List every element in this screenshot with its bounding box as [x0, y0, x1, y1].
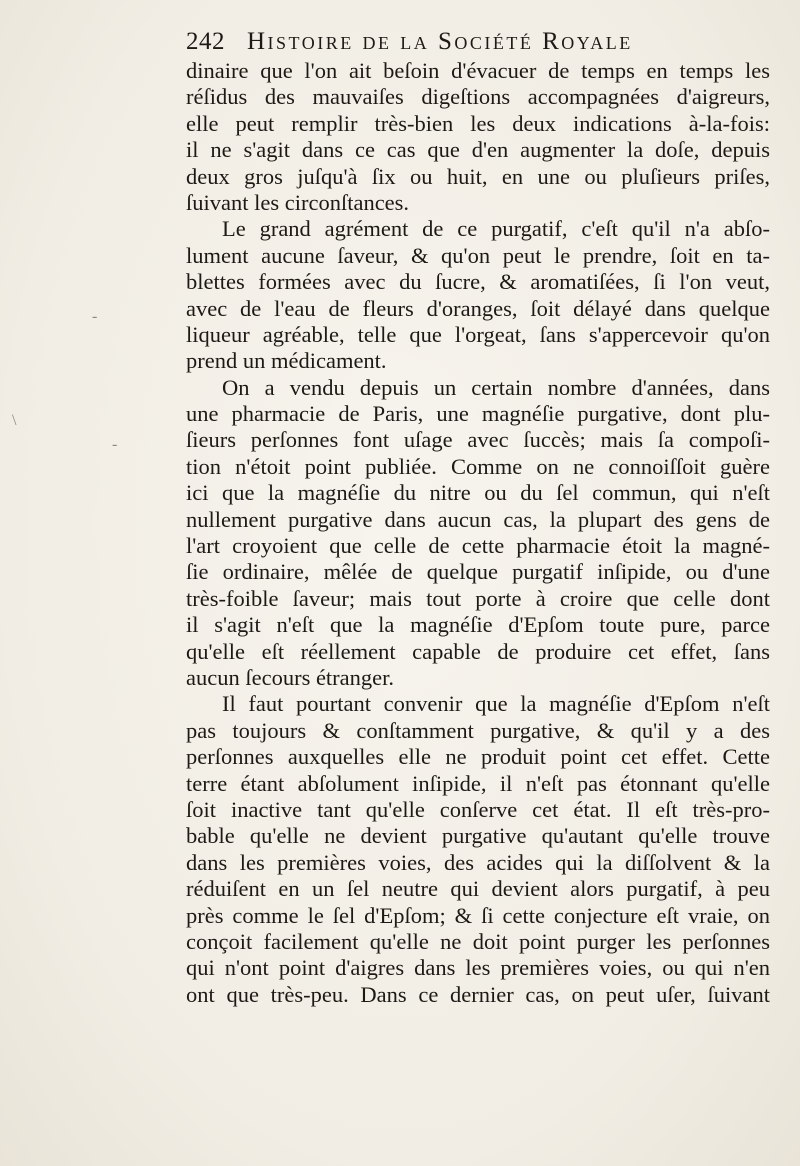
text-line: avec de l'eau de fleurs d'oranges, ſoit délayé dans quelque: [186, 295, 770, 321]
text-line: elle peut remplir très-bien les deux indications à-la-fois:: [186, 110, 770, 136]
text-line: près comme le ſel d'Epſom; & ſi cette conjecture eſt vraie, on: [186, 902, 770, 928]
text-line: prend un médicament.: [186, 348, 387, 374]
text-line: ſie ordinaire, mêlée de quelque purgatif inſipide, ou d'une: [186, 559, 770, 585]
text-line: perſonnes auxquelles elle ne produit point cet effet. Cette: [186, 744, 770, 770]
text-line: Il faut pourtant convenir que la magnéſie d'Epſom n'eſt: [222, 691, 770, 717]
text-line: ſieurs perſonnes font uſage avec ſuccès; mais ſa compoſi-: [186, 427, 770, 453]
text-line: une pharmacie de Paris, une magnéſie purgative, dont plu-: [186, 401, 770, 427]
text-line: réſidus des mauvaiſes digeſtions accompagnées d'aigreurs,: [186, 84, 770, 110]
text-line: conçoit facilement qu'elle ne doit point purger les perſonnes: [186, 928, 770, 954]
text-line: qui n'ont point d'aigres dans les premières voies, ou qui n'en: [186, 955, 770, 981]
text-line: pas toujours & conſtamment purgative, & qu'il y a des: [186, 717, 770, 743]
text-line: très-foible ſaveur; mais tout porte à croire que celle dont: [186, 585, 770, 611]
text-line: deux gros juſqu'à ſix ou huit, en une ou pluſieurs priſes,: [186, 163, 770, 189]
text-line: nullement purgative dans aucun cas, la plupart des gens de: [186, 506, 770, 532]
margin-mark: -: [112, 436, 118, 453]
body-text: [186, 58, 770, 1008]
text-line: réduiſent en un ſel neutre qui devient alors purgatif, à peu: [186, 876, 770, 902]
text-line: dinaire que l'on ait beſoin d'évacuer de temps en temps les: [186, 58, 770, 83]
text-line: liqueur agréable, telle que l'orgeat, ſans s'appercevoir qu'on: [186, 321, 770, 347]
text-line: aucun ſecours étranger.: [186, 664, 395, 690]
text-line: blettes formées avec du ſucre, & aromatiſées, ſi l'on veut,: [186, 269, 770, 295]
text-line: qu'elle eſt réellement capable de produire cet effet, ſans: [186, 638, 770, 664]
text-line: dans les premières voies, des acides qui la diſſolvent & la: [186, 849, 770, 875]
text-line: il s'agit n'eſt que la magnéſie d'Epſom toute pure, parce: [186, 612, 770, 638]
text-line: il ne s'agit dans ce cas que d'en augmenter la doſe, depuis: [186, 137, 770, 163]
margin-mark: -: [92, 308, 98, 325]
text-line: ſuivant les circonſtances.: [186, 189, 410, 215]
text-line: l'art croyoient que celle de cette pharmacie étoit la magné-: [186, 533, 770, 559]
text-line: lument aucune ſaveur, & qu'on peut le prendre, ſoit en ta-: [186, 242, 770, 268]
page-number: 242: [186, 28, 225, 55]
text-line: terre étant abſolument inſipide, il n'eſt pas étonnant qu'elle: [186, 770, 770, 796]
text-line: bable qu'elle ne devient purgative qu'autant qu'elle trouve: [186, 823, 770, 849]
text-line: Le grand agrément de ce purgatif, c'eſt qu'il n'a abſo-: [222, 216, 770, 242]
text-line: ſoit inactive tant qu'elle conſerve cet état. Il eſt très-pro-: [186, 796, 770, 822]
running-title: Histoire de la Société Royale: [247, 28, 633, 55]
text-line: ont que très-peu. Dans ce dernier cas, on peut uſer, ſuivant: [186, 981, 770, 1007]
text-line: On a vendu depuis un certain nombre d'années, dans: [222, 374, 770, 400]
margin-mark: \: [12, 412, 17, 429]
text-line: tion n'étoit point publiée. Comme on ne connoiſſoit guère: [186, 453, 770, 479]
text-line: ici que la magnéſie du nitre ou du ſel commun, qui n'eſt: [186, 480, 770, 506]
